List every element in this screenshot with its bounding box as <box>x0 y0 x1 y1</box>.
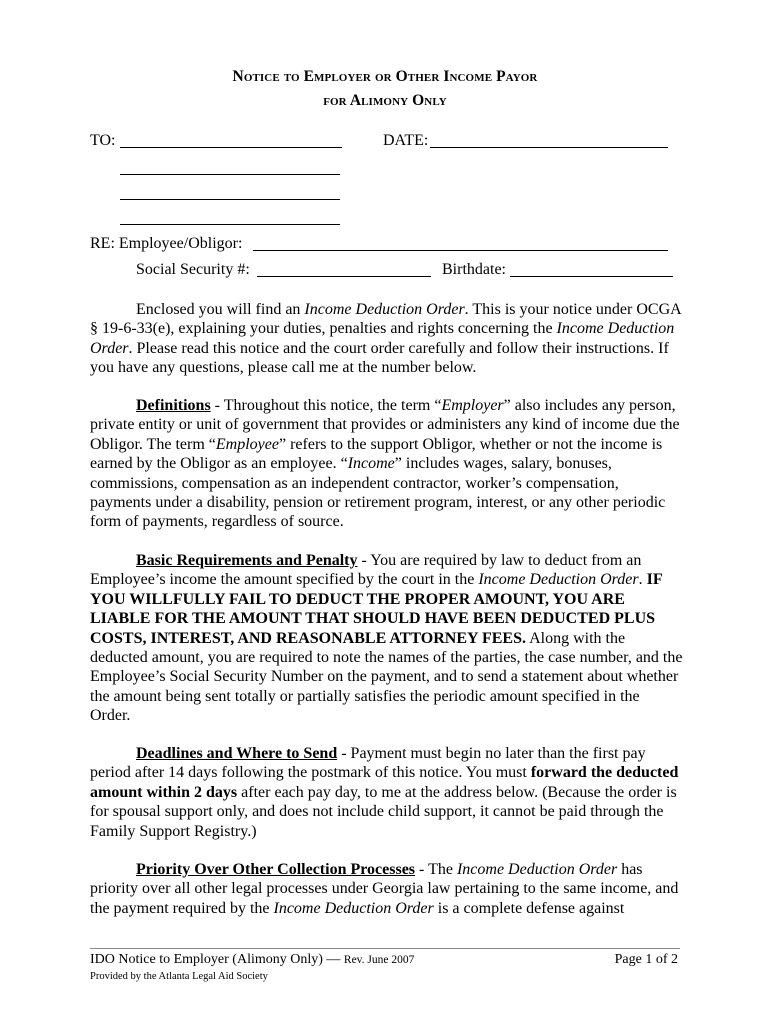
document-title-line1: Notice to Employer or Other Income Payor <box>232 68 538 85</box>
to-label: TO: <box>90 132 116 149</box>
to-field-line1[interactable] <box>120 147 342 148</box>
ssn-field[interactable] <box>257 276 431 277</box>
priority-heading: Priority Over Other Collection Processes <box>136 861 416 878</box>
date-field[interactable] <box>430 147 668 148</box>
ssn-label: Social Security #: <box>136 261 250 278</box>
birthdate-field[interactable] <box>510 276 673 277</box>
to-field-line3[interactable] <box>120 199 340 200</box>
footer-doc-info <box>90 952 414 968</box>
basic-requirements-heading: Basic Requirements and Penalty <box>136 552 358 569</box>
priority-paragraph: Priority Over Other Collection Processes - The Income Deduction Order has priority over all other legal processes under Georgia law pertaining to the same income, and the payment required by the Income Deduction Order is a complete defense against <box>90 861 679 917</box>
to-field-line4[interactable] <box>120 224 340 225</box>
deadlines-paragraph: Deadlines and Where to Send - Payment must begin no later than the first pay period after 14 days following the postmark of this notice. You must forward the deducted amount within 2 days after each pay day, to me at the address below. (Because the order is for spousal support only, and does not include child support, it cannot be paid through the Family Support Registry.) <box>90 745 679 840</box>
obligor-field[interactable] <box>253 250 668 251</box>
intro-paragraph: Enclosed you will find an Income Deduction Order. This is your notice under OCGA § 19-6-33(e), explaining your duties, penalties and rights concerning the Income Deduction Order. Please read this notice and the court order carefully and follow their instructions. If you have any questions, please call me at the number below. <box>90 301 681 377</box>
to-field-line2[interactable] <box>120 174 340 175</box>
deadlines-heading: Deadlines and Where to Send <box>136 745 338 762</box>
re-obligor-label: RE: Employee/Obligor: <box>90 235 243 252</box>
footer-revision: Rev. June 2007 <box>343 954 415 966</box>
footer-divider <box>90 948 680 949</box>
date-label: DATE: <box>383 132 429 149</box>
definitions-paragraph: Definitions - Throughout this notice, the term “Employer” also includes any person, private entity or unit of government that provides or administers any kind of income due the Obligor. The term “Employee” refers to the support Obligor, whether or not the income is earned by the Obligor as an employee. “Income” includes wages, salary, bonuses, commissions, compensation as an independent contractor, worker’s compensation, payments under a disability, pension or retirement program, interest, or any other periodic form of payments, regardless of source. <box>90 397 680 531</box>
basic-requirements-paragraph: Basic Requirements and Penalty - You are required by law to deduct from an Employee’s income the amount specified by the court in the Income Deduction Order. IF YOU WILLFULLY FAIL TO DEDUCT THE PROPER AMOUNT, YOU ARE LIABLE FOR THE AMOUNT THAT SHOULD HAVE BEEN DEDUCTED PLUS COSTS, INTEREST, AND REASONABLE ATTORNEY FEES. Along with the deducted amount, you are required to note the names of the parties, the case number, and the Employee’s Social Security Number on the payment, and to send a statement about whether the amount being sent totally or partially satisfies the periodic amount specified in the Order. <box>90 552 683 725</box>
birthdate-label: Birthdate: <box>442 261 506 278</box>
document-title-line2: for Alimony Only <box>323 92 447 109</box>
definitions-heading: Definitions <box>136 397 211 414</box>
footer-provider: Provided by the Atlanta Legal Aid Society <box>90 971 268 982</box>
page-number: Page 1 of 2 <box>614 952 678 967</box>
footer-doc-name: IDO Notice to Employer (Alimony Only) — <box>90 952 344 967</box>
